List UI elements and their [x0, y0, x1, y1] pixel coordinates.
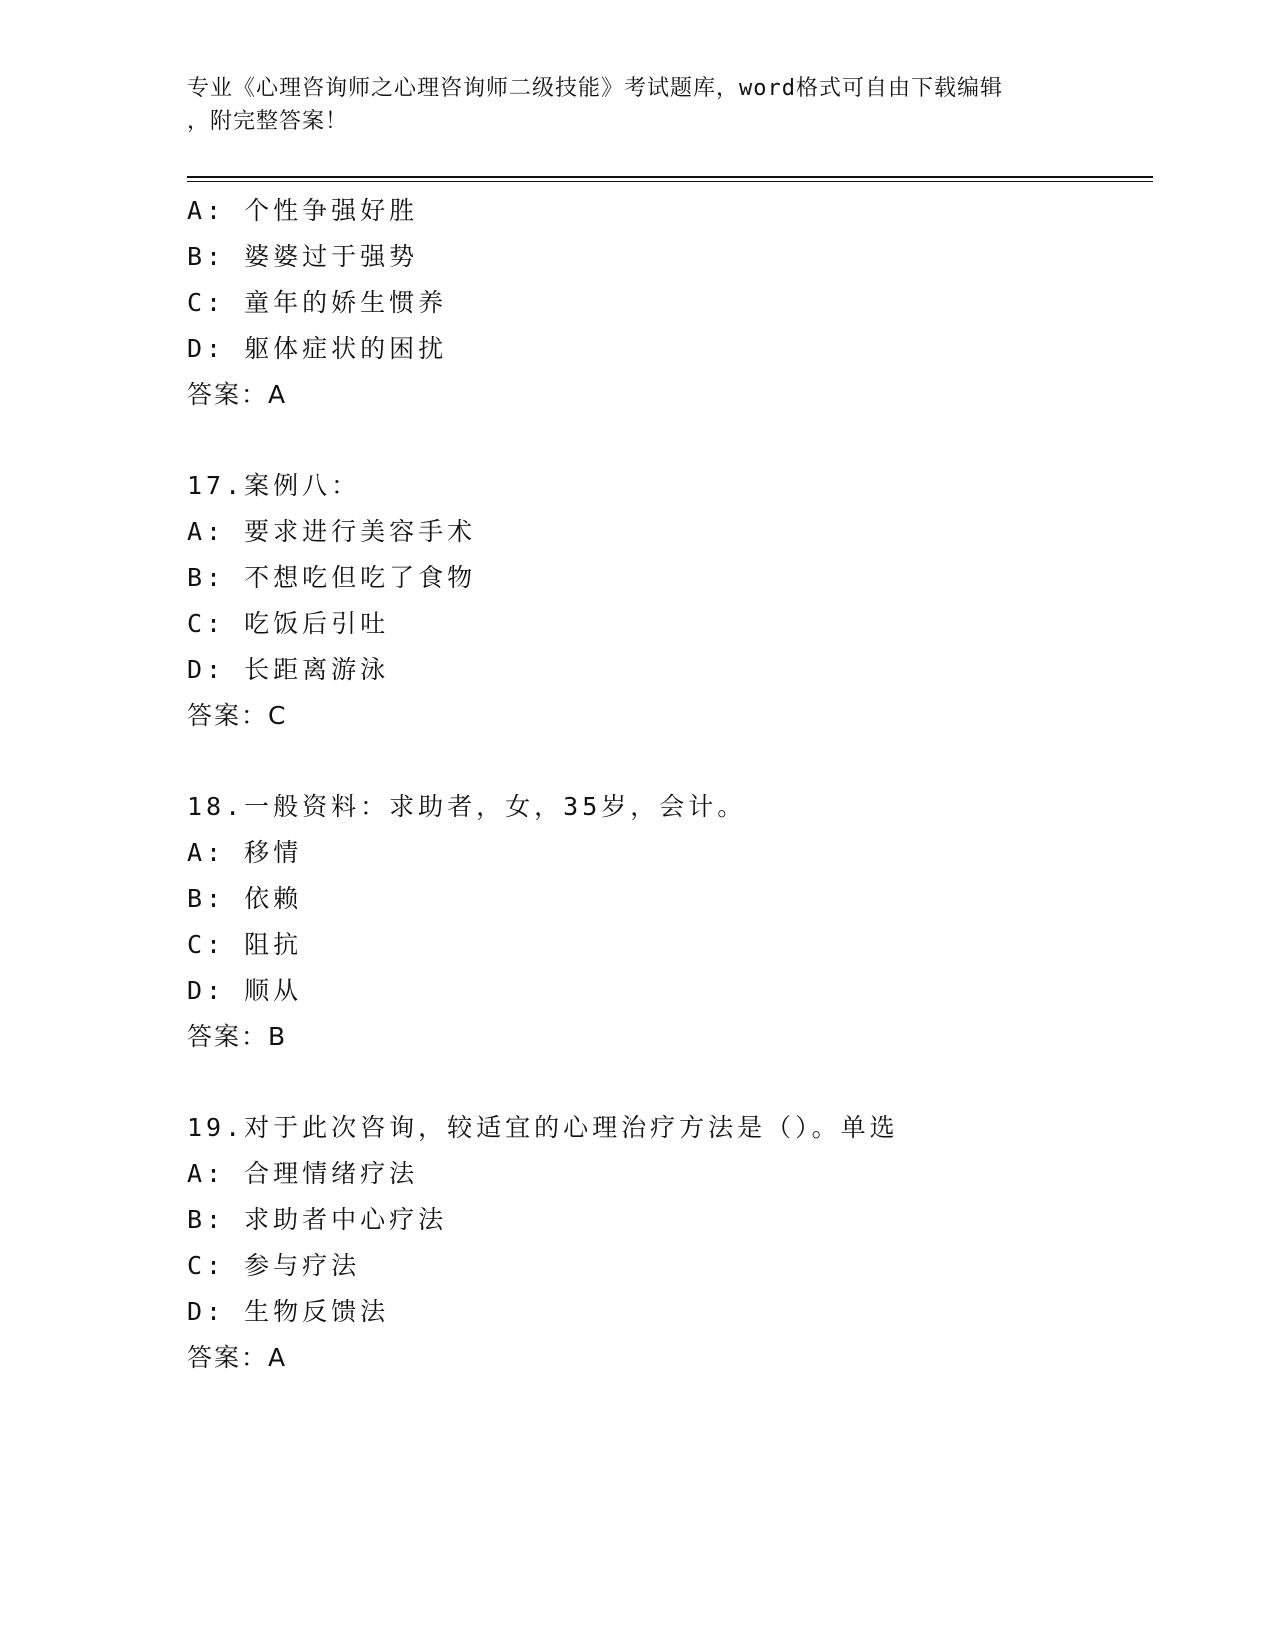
option-c: C: 阻抗: [187, 930, 303, 959]
option-b: B: 依赖: [187, 884, 303, 913]
option-c: C: 参与疗法: [187, 1251, 361, 1280]
block-spacer: [187, 739, 1153, 784]
answer-line: 答案：C: [187, 701, 288, 730]
option-d: D: 躯体症状的困扰: [187, 334, 448, 363]
question-text: 17.案例八：: [187, 471, 361, 500]
option-a: A: 移情: [187, 838, 303, 867]
question-block: [187, 463, 1153, 739]
document-header: [187, 72, 1087, 138]
option-d: D: 长距离游泳: [187, 655, 390, 684]
question-block: [187, 188, 1153, 418]
question-block: [187, 1105, 1153, 1381]
option-c: C: 童年的娇生惯养: [187, 288, 448, 317]
question-list: [187, 188, 1153, 1381]
option-b: B: 求助者中心疗法: [187, 1205, 448, 1234]
option-c: C: 吃饭后引吐: [187, 609, 390, 638]
header-line-2: ，附完整答案！: [187, 109, 349, 134]
option-b: B: 婆婆过于强势: [187, 242, 419, 271]
block-spacer: [187, 1060, 1153, 1105]
question-text: 19.对于此次咨询，较适宜的心理治疗方法是（）。单选: [187, 1113, 899, 1142]
option-b: B: 不想吃但吃了食物: [187, 563, 477, 592]
header-divider-bottom: [187, 181, 1153, 182]
question-text: 18.一般资料：求助者，女，35岁，会计。: [187, 792, 747, 821]
answer-line: 答案：A: [187, 1343, 288, 1372]
block-spacer: [187, 418, 1153, 463]
question-block: [187, 784, 1153, 1060]
answer-line: 答案：B: [187, 1022, 288, 1051]
header-divider-top: [187, 176, 1153, 178]
option-a: A: 合理情绪疗法: [187, 1159, 419, 1188]
option-a: A: 个性争强好胜: [187, 196, 419, 225]
answer-line: 答案：A: [187, 380, 288, 409]
header-line-1: 专业《心理咨询师之心理咨询师二级技能》考试题库，word格式可自由下载编辑: [187, 76, 1003, 101]
option-d: D: 生物反馈法: [187, 1297, 390, 1326]
option-a: A: 要求进行美容手术: [187, 517, 477, 546]
option-d: D: 顺从: [187, 976, 303, 1005]
